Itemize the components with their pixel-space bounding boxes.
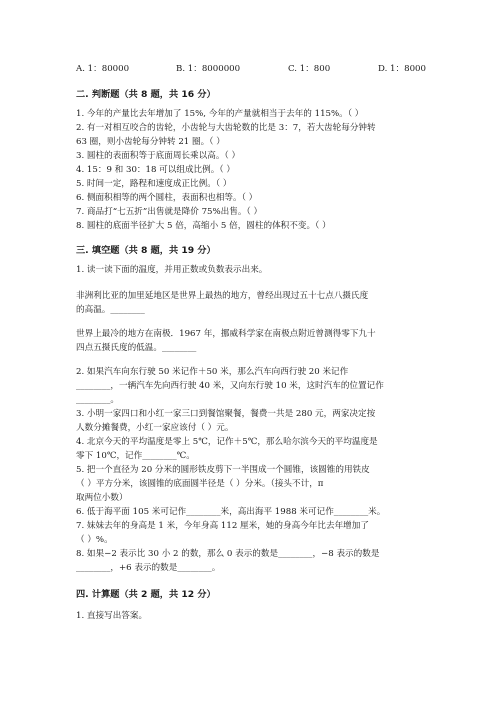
fill-in-line: ________。: [76, 395, 119, 405]
fill-in-line: ________，一辆汽车先向西行驶 40 米，又向东行驶 10 米，这时汽车的位置记作: [76, 381, 384, 391]
judgement-line: 1. 今年的产量比去年增加了 15%, 今年的产量就相当于去年的 115%。（ ）: [76, 109, 364, 119]
section-title-calculation: 四. 计算题（共 2 题，共 12 分）: [76, 589, 216, 600]
option-d: D. 1：8000: [378, 64, 426, 74]
judgement-line: 6. 侧面积相等的两个圆柱，表面积也相等。（ ）: [76, 193, 258, 203]
judgement-line: 2. 有一对相互咬合的齿轮，小齿轮与大齿轮数的比是 3：7，若大齿轮每分钟转: [76, 123, 376, 133]
fill-in-line: 的高温。________: [76, 305, 145, 315]
option-b: B. 1：8000000: [176, 64, 241, 74]
fill-in-line: 3. 小明一家四口和小红一家三口到餐馆聚餐，餐费一共是 280 元，两家决定按: [76, 409, 376, 419]
fill-in-line: 6. 低于海平面 105 米可记作________米，高出海平 1988 米可记作________米。: [76, 507, 386, 517]
section-title-judgement: 二. 判断题（共 8 题，共 16 分）: [76, 89, 216, 100]
option-c: C. 1：800: [288, 64, 331, 74]
fill-in-line: 取两位小数）: [76, 493, 128, 503]
fill-in-line: 5. 把一个直径为 20 分米的圆形铁皮剪下一半围成一个圆锥，该圆锥的用铁皮: [76, 465, 370, 475]
fill-in-line: 零下 10℃，记作________℃。: [76, 451, 195, 461]
judgement-line: 4. 15：9 和 30：18 可以组成比例。（ ）: [76, 165, 235, 175]
fill-in-line: 2. 如果汽车向东行驶 50 米记作＋50 米，那么汽车向西行驶 20 米记作: [76, 367, 349, 377]
judgement-line: 5. 时间一定，路程和速度成正比例。（ ）: [76, 179, 232, 189]
fill-in-line: 7. 妹妹去年的身高是 1 米，今年身高 112 厘米，她的身高今年比去年增加了: [76, 521, 369, 531]
fill-in-line: （ ）平方分米，该圆锥的底面圆半径是（ ）分米。（接头不计，π: [76, 479, 324, 489]
section-title-fill-in: 三. 填空题（共 8 题，共 19 分）: [76, 245, 216, 256]
answer-options: [76, 62, 436, 76]
judgement-line: 7. 商品打“七五折”出售就是降价 75%出售。（ ）: [76, 207, 263, 217]
option-a: A. 1：80000: [76, 64, 130, 74]
fill-in-line: 1. 读一读下面的温度，并用正数或负数表示出来。: [76, 265, 268, 275]
fill-in-line: ________，+6 表示的数是________。: [76, 563, 221, 573]
judgement-line: 63 圈，则小齿轮每分钟转 21 圈。（ ）: [76, 137, 225, 147]
fill-in-line: 世界上最冷的地方在南极．1967 年，挪威科学家在南极点附近曾测得零下九十: [76, 329, 376, 339]
fill-in-line: 8. 如果−2 表示比 30 小 2 的数，那么 0 表示的数是________，−8 表示的数是: [76, 549, 380, 559]
judgement-line: 8. 圆柱的底面半径扩大 5 倍，高缩小 5 倍，圆柱的体积不变。（ ）: [76, 221, 331, 231]
calculation-line: 1. 直接写出答案。: [76, 611, 148, 621]
fill-in-line: 非洲利比亚的加里延地区是世界上最热的地方，曾经出现过五十七点八摄氏度: [76, 291, 369, 301]
fill-in-line: 四点五摄氏度的低温。________: [76, 343, 197, 353]
judgement-line: 3. 圆柱的表面积等于底面周长乘以高。（ ）: [76, 151, 241, 161]
fill-in-line: （ ）%。: [76, 535, 113, 545]
fill-in-line: 4. 北京今天的平均温度是零上 5℃，记作＋5℃，那么哈尔滨今天的平均温度是: [76, 437, 378, 447]
fill-in-line: 人数分摊餐费，小红一家应该付（ ）元。: [76, 423, 234, 433]
